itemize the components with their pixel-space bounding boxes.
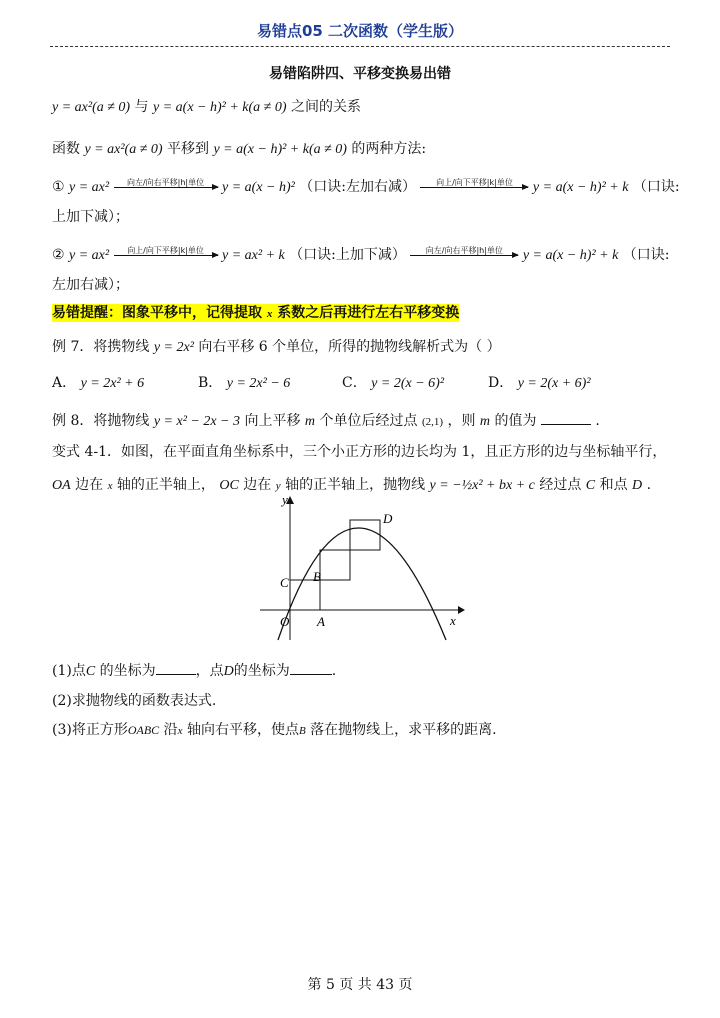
method2-arrow2-label: 向左/向右平移|h|单位 (425, 245, 503, 255)
q3-oabc: OABC (127, 723, 160, 737)
option-label: A． (52, 375, 77, 391)
method1-note2a: （口诀: (632, 179, 680, 195)
q3-a: (3)将正方形 (52, 722, 128, 738)
label-c: C (280, 575, 289, 590)
method1-note1: （口诀:左加右减） (299, 179, 417, 195)
q1-a: (1)点 (52, 663, 86, 679)
variant-y: y (275, 480, 281, 492)
example8-end: . (595, 413, 600, 429)
relation-tail: 之间的关系 (290, 99, 361, 115)
method2-marker: ② (52, 247, 65, 263)
variant-text: 和点 (599, 477, 628, 493)
relation-line (52, 96, 361, 116)
example7-option-d (488, 372, 591, 392)
right-arrow-icon (114, 255, 218, 256)
tip-part1: 易错提醒：图象平移中，记得提取 (52, 305, 262, 321)
methods-intro-line (52, 138, 426, 158)
method1-start: y = ax² (69, 180, 110, 195)
variant-line1: 变式 4-1．如图，在平面直角坐标系中，三个小正方形的边长均为 1，且正方形的边与坐标轴平行， (52, 444, 667, 460)
method2-mid: y = ax² + k (222, 248, 285, 263)
method1-mid: y = a(x − h)² (222, 180, 295, 195)
label-o: O (280, 614, 290, 629)
variant-point-d: D (632, 478, 643, 493)
method2-note2b: 左加右减）； (52, 277, 129, 293)
q1-d: D (223, 664, 234, 679)
variant-text: 轴的正半轴上， (116, 477, 215, 493)
q3-d: 落在抛物线上，求平移的距离. (310, 722, 497, 738)
answer-blank (290, 674, 332, 675)
square-top (350, 520, 380, 550)
variant-point-c: C (585, 478, 596, 493)
methods-expr1: y = ax²(a ≠ 0) (84, 142, 163, 157)
question-3 (52, 719, 497, 739)
example8-d: ，则 (447, 413, 476, 429)
method1-arrow2-label: 向上/向下平移|k|单位 (436, 177, 513, 187)
example7-stem (52, 336, 501, 356)
option-expr: y = 2x² + 6 (80, 376, 145, 391)
question-1 (52, 660, 336, 680)
methods-prefix: 函数 (52, 141, 80, 157)
variant-text: 边在 (243, 477, 272, 493)
variant-text: 轴的正半轴上，抛物线 (285, 477, 426, 493)
method2-arrow1-label: 向上/向下平移|k|单位 (127, 245, 204, 255)
example7-option-a (52, 372, 144, 392)
question-2: (2)求抛物线的函数表达式. (52, 693, 217, 709)
example8-line (52, 410, 600, 430)
q1-c: C (85, 664, 96, 679)
option-label: B． (198, 375, 223, 391)
q3-b-point: B (298, 725, 306, 737)
variant-text: . (646, 477, 652, 493)
example7-stem-a: 例 7．将携物线 (52, 339, 150, 355)
method1-arrow2 (420, 177, 528, 188)
example8-expr: y = x² − 2x − 3 (153, 414, 240, 429)
methods-tail: 的两种方法: (351, 141, 427, 157)
q1-c-text: ，点 (195, 663, 224, 679)
methods-expr2: y = a(x − h)² + k(a ≠ 0) (213, 142, 347, 157)
method2-note1: （口诀:上加下减） (289, 247, 406, 263)
example8-e: 的值为 (494, 413, 537, 429)
example8-a: 例 8．将抛物线 (52, 413, 150, 429)
q1-b: 的坐标为 (99, 663, 156, 679)
variant-text: 经过点 (539, 477, 582, 493)
option-expr: y = 2(x − 6)² (371, 376, 445, 391)
variant-text: 边在 (75, 477, 104, 493)
answer-blank (541, 424, 591, 425)
example7-option-c (342, 372, 444, 392)
tip-part2: 系数之后再进行左右平移变换 (277, 305, 460, 321)
tip-highlight (52, 304, 459, 322)
answer-blank (156, 674, 196, 675)
method1-marker: ① (52, 179, 65, 195)
q3-b: 沿 (163, 722, 178, 738)
tip-line (52, 302, 459, 322)
label-d: D (383, 511, 393, 526)
example8-b: 向上平移 (244, 413, 301, 429)
relation-expr2: y = a(x − h)² + k(a ≠ 0) (153, 100, 287, 115)
variant-expr: y = −½x² + bx + c (429, 478, 535, 493)
example8-point: (2,1) (421, 416, 444, 428)
relation-expr1: y = ax²(a ≠ 0) (52, 100, 131, 115)
variant-oc: OC (219, 478, 239, 493)
q1-e: . (331, 663, 337, 679)
example7-stem-expr: y = 2x² (153, 340, 194, 355)
square-oabc (290, 580, 320, 610)
right-arrow-icon (420, 187, 528, 188)
method2-end: y = a(x − h)² + k (522, 248, 619, 263)
method1-arrow1 (114, 177, 218, 188)
q1-d-text: 的坐标为 (233, 663, 290, 679)
relation-conj: 与 (134, 99, 149, 115)
option-label: D． (488, 375, 514, 391)
page-number: 第 5 页 共 43 页 (307, 977, 413, 993)
tip-var: x (266, 308, 273, 320)
methods-mid: 平移到 (167, 141, 209, 157)
label-a: A (317, 614, 325, 629)
method2-arrow2 (410, 245, 518, 256)
variant-oa: OA (52, 478, 71, 493)
option-expr: y = 2x² − 6 (226, 376, 291, 391)
method1-arrow1-label: 向左/向右平移|h|单位 (126, 177, 205, 187)
method2-note2a: （口诀: (622, 247, 670, 263)
square-middle (320, 550, 350, 580)
method1-note2b: 上加下减）； (52, 209, 129, 225)
method2-line (52, 244, 670, 264)
parabola-curve (278, 528, 446, 640)
example7-stem-b: 向右平移 6 个单位，所得的抛物线解析式为（ ） (198, 339, 501, 355)
example8-m2: m (479, 414, 491, 429)
q3-x: x (177, 725, 183, 737)
method1-end: y = a(x − h)² + k (532, 180, 629, 195)
example8-m: m (304, 414, 316, 429)
example8-c: 个单位后经过点 (319, 413, 418, 429)
example7-option-b (198, 372, 290, 392)
q3-c: 轴向右平移，使点 (186, 722, 299, 738)
x-axis-arrow-icon (458, 606, 465, 614)
right-arrow-icon (410, 255, 518, 256)
label-y: y (282, 492, 288, 507)
variant-x: x (107, 480, 113, 492)
label-x: x (450, 613, 456, 628)
parabola-figure (250, 490, 480, 650)
label-b: B (313, 569, 321, 584)
option-expr: y = 2(x + 6)² (517, 376, 591, 391)
option-label: C． (342, 375, 367, 391)
method2-start: y = ax² (69, 248, 110, 263)
right-arrow-icon (114, 187, 218, 188)
section-heading: 易错陷阱四、平移变换易出错 (269, 66, 451, 82)
header-divider (50, 46, 670, 47)
method2-arrow1 (114, 245, 218, 256)
method1-line (52, 176, 680, 196)
document-title: 易错点05 二次函数（学生版） (256, 22, 464, 40)
